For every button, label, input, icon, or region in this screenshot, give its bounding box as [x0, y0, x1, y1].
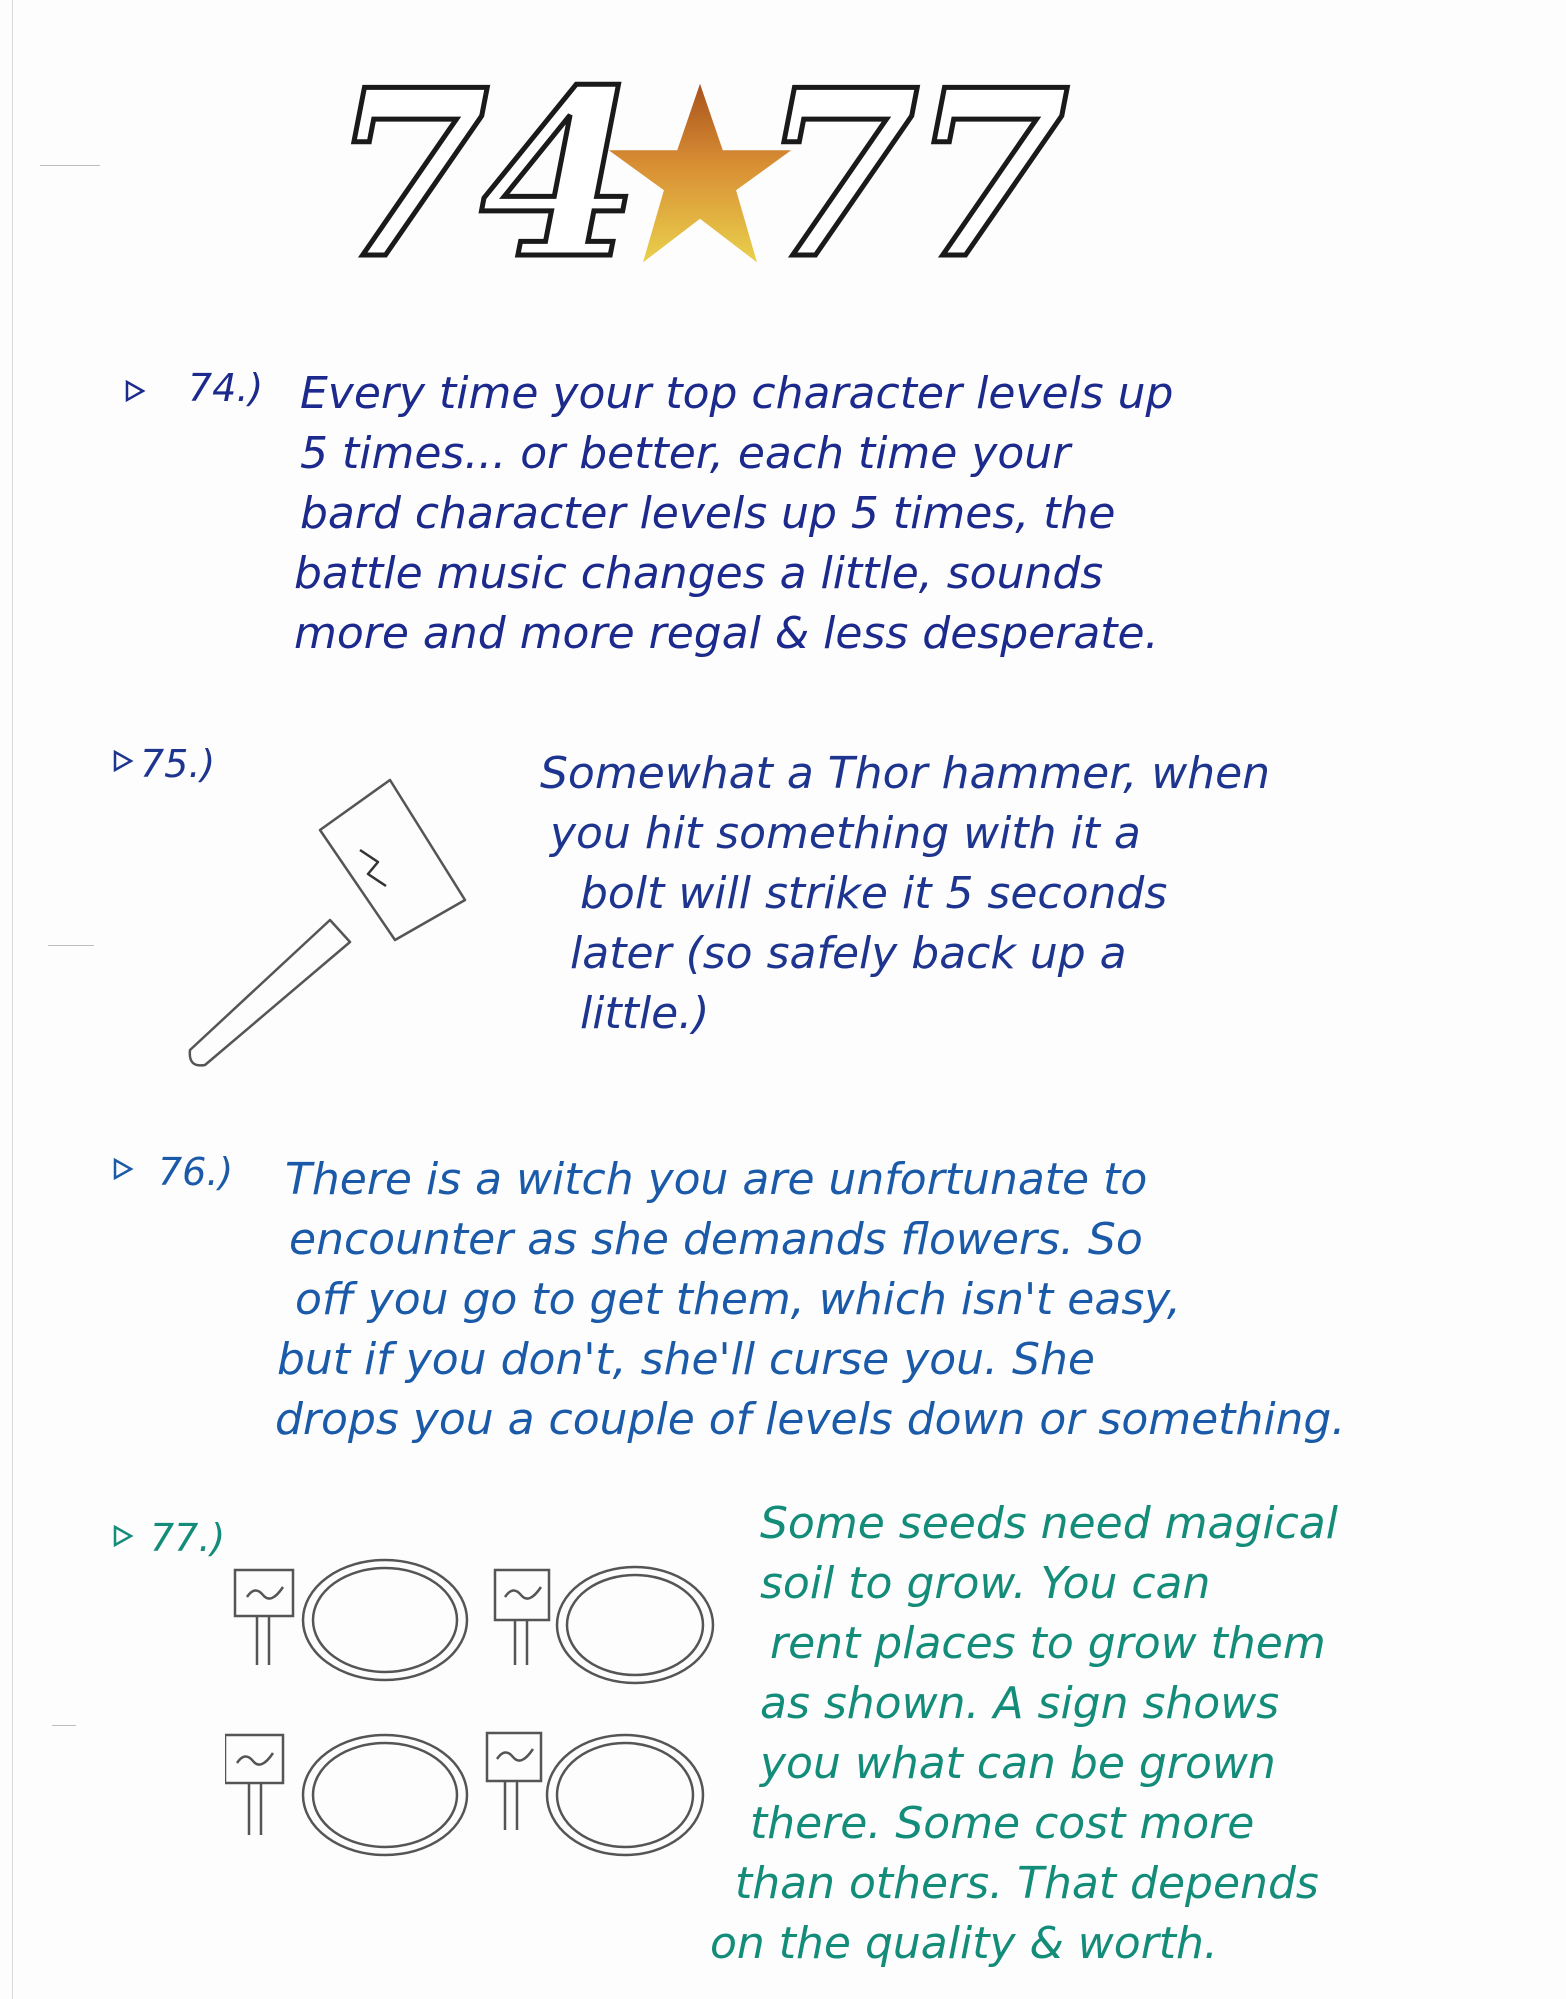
entry-line: battle music changes a little, sounds [294, 548, 1104, 599]
triangle-bullet-icon [112, 750, 134, 772]
entry-text-76 [275, 1150, 1346, 1450]
entry-line: than others. That depends [735, 1858, 1319, 1909]
entry-text-75 [540, 744, 1270, 1044]
entry-line: bolt will strike it 5 seconds [580, 868, 1168, 919]
garden-plots-icon [225, 1555, 725, 1875]
margin-mark [52, 1725, 76, 1726]
entry-number-77: 77.) [150, 1516, 226, 1560]
entry-line: Some seeds need magical [760, 1498, 1338, 1549]
entry-line: you hit something with it a [550, 808, 1141, 859]
entry-line: little.) [580, 988, 710, 1039]
entry-line: you what can be grown [760, 1738, 1276, 1789]
entry-line: Somewhat a Thor hammer, when [540, 748, 1271, 799]
entry-text-74 [294, 364, 1174, 664]
entry-line: encounter as she demands flowers. So [289, 1214, 1143, 1265]
entry-line: rent places to grow them [770, 1618, 1326, 1669]
entry-text-77 [710, 1494, 1338, 1974]
triangle-bullet-icon [124, 380, 146, 402]
triangle-bullet-icon [112, 1158, 134, 1180]
entry-line: There is a witch you are unfortunate to [285, 1154, 1148, 1205]
entry-number-74: 74.) [188, 366, 264, 410]
entry-line: 5 times... or better, each time your [300, 428, 1071, 479]
entry-number-76: 76.) [158, 1150, 234, 1194]
entry-line: bard character levels up 5 times, the [300, 488, 1116, 539]
entry-number-75: 75.) [140, 742, 216, 786]
entry-line: on the quality & worth. [710, 1918, 1218, 1969]
entry-line: drops you a couple of levels down or something. [275, 1394, 1346, 1445]
margin-mark [48, 945, 94, 946]
entry-line: there. Some cost more [750, 1798, 1255, 1849]
entry-line: later (so safely back up a [570, 928, 1127, 979]
entry-line: as shown. A sign shows [760, 1678, 1280, 1729]
entry-line: but if you don't, she'll curse you. She [277, 1334, 1095, 1385]
header-left-number: 74 [330, 40, 631, 310]
page-header [330, 40, 1180, 310]
entry-line: off you go to get them, which isn't easy, [295, 1274, 1181, 1325]
triangle-bullet-icon [112, 1525, 134, 1547]
header-right-number: 77 [760, 40, 1061, 310]
entry-line: Every time your top character levels up [300, 368, 1174, 419]
hammer-icon [180, 770, 500, 1080]
margin-line [12, 0, 13, 1999]
entry-line: soil to grow. You can [760, 1558, 1211, 1609]
entry-line: more and more regal & less desperate. [294, 608, 1159, 659]
margin-mark [40, 165, 100, 166]
